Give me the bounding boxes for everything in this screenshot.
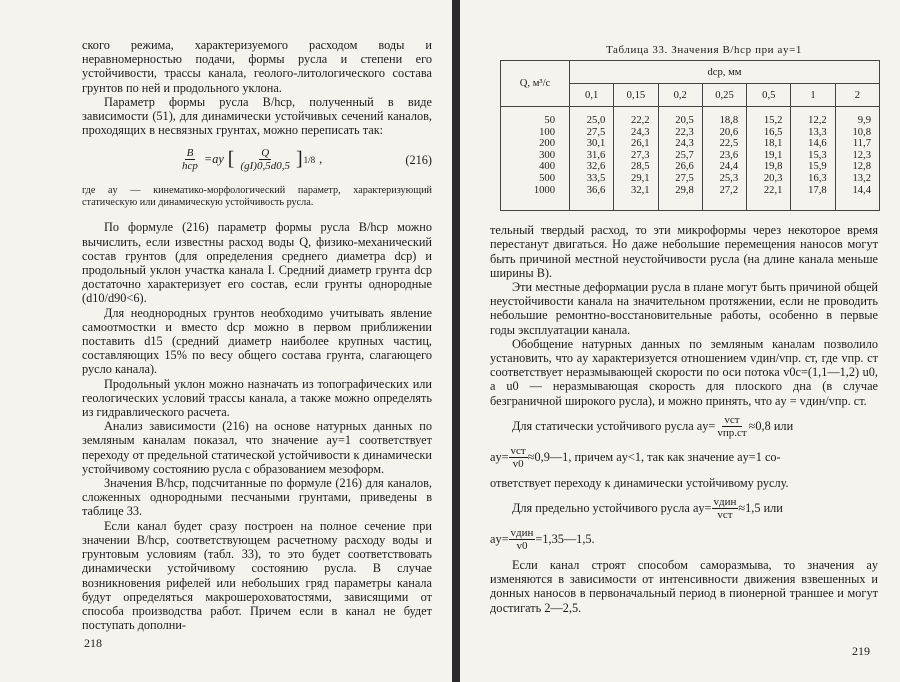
table-cell: 16,5 — [747, 127, 791, 139]
table-column-header: 2 — [835, 84, 879, 107]
paragraph: По формуле (216) параметр формы русла B/hср можно вычислить, если известны расход воды Q, физико-механический состав грунтов (для определения среднего диаметра dср) и продольный уклон участка канала I. Средний диаметр грунта dср достаточно характеризует его состав, если грунты однородные (d10/d90<6). — [82, 220, 432, 306]
table-cell: 24,3 — [614, 127, 658, 139]
table-column-header: 0,2 — [658, 84, 702, 107]
table-cell: 15,2 — [747, 107, 791, 127]
table-row — [501, 150, 880, 162]
table-cell: 19,1 — [747, 150, 791, 162]
table-33 — [500, 60, 880, 211]
table-row — [501, 127, 880, 139]
table-cell: 500 — [501, 173, 570, 185]
table-cell: 1000 — [501, 185, 570, 211]
equation-number: (216) — [405, 153, 432, 168]
table-cell: 25,0 — [570, 107, 614, 127]
table-cell: 18,1 — [747, 138, 791, 150]
table-row — [501, 173, 880, 185]
table-cell: 28,5 — [614, 161, 658, 173]
table-cell: 9,9 — [835, 107, 879, 127]
table-group-header: dср, мм — [570, 61, 880, 84]
paragraph: Обобщение натурных данных по земляным каналам позволило установить, что aу характеризуется отношением vдин/vпр. ст, где vпр. ст соответствует неразмывающей скорости по оси потока v0с=(1,1—1,2) u0, а u0 — неразмывающая скорость для плоского дна (в случае безграничной широкого русла), и можно принять, что aу = vдин/vпр. ст. — [490, 336, 878, 408]
fraction: $\frac{Q}{(gI)0,5d0,5}$ — [240, 147, 290, 173]
table-corner-header: Q, м³/с — [501, 61, 570, 107]
table-cell: 24,4 — [702, 161, 746, 173]
paragraph: Параметр формы русла B/hср, полученный в виде зависимости (51), для динамически устойчивых сечений каналов, проходящих в несвязных грунтах, можно переписать так: — [82, 94, 432, 138]
table-cell: 20,5 — [658, 107, 702, 127]
fraction: $\frac{\text{vдин}}{v0}$ — [510, 527, 534, 552]
table-cell: 13,2 — [835, 173, 879, 185]
table-cell: 31,6 — [570, 150, 614, 162]
fraction: $\frac{\text{vст}}{\text{vпр.ст}}$ — [717, 413, 747, 439]
page-number: 218 — [84, 636, 102, 650]
table-cell: 27,2 — [702, 185, 746, 211]
table-cell: 27,5 — [570, 127, 614, 139]
table-column-header: 0,25 — [702, 84, 746, 107]
table-cell: 12,3 — [835, 150, 879, 162]
table-cell: 30,1 — [570, 138, 614, 150]
book-gutter — [452, 0, 460, 682]
paragraph: ответствует переходу к динамически устойчивому руслу. — [490, 475, 789, 490]
table-cell: 50 — [501, 107, 570, 127]
table-cell: 20,3 — [747, 173, 791, 185]
table-cell: 15,9 — [791, 161, 835, 173]
page-number: 219 — [852, 644, 870, 658]
table-cell: 25,3 — [702, 173, 746, 185]
paragraph: Для неоднородных грунтов необходимо учитывать явление самоотмостки и вместо dср можно в первом приближении поставить d15 (средний диаметр наиболее крупных частиц, составляющих 15% по весу общего состава грунта, слагающего русло канала). — [82, 305, 432, 377]
formula-note: где aу — кинематико-морфологический параметр, характеризующий статическую или динамическую устойчивость русла. — [82, 185, 432, 208]
table-row — [501, 107, 880, 127]
table-cell: 12,2 — [791, 107, 835, 127]
table-cell: 15,3 — [791, 150, 835, 162]
table-cell: 300 — [501, 150, 570, 162]
table-cell: 25,7 — [658, 150, 702, 162]
table-cell: 32,6 — [570, 161, 614, 173]
math-line: Для предельно устойчивого русла aу= $\frac{\text{vдин}}{\text{vст}}$ ≈1,5 или — [512, 496, 783, 521]
table-cell: 24,3 — [658, 138, 702, 150]
table-cell: 23,6 — [702, 150, 746, 162]
table-column-header: 0,1 — [570, 84, 614, 107]
table-cell: 22,3 — [658, 127, 702, 139]
paragraph: ского режима, характеризуемого расходом воды и неравномерностью подачи, формы русла и степени его устойчивости, трассы канала, геолого-литологического состава грунтов по ней и продольного уклона. — [82, 38, 432, 95]
table-cell: 400 — [501, 161, 570, 173]
formula-216: $\frac{B}{\text{hср}}$ =aу [ $\frac{Q}{(gI)0,5d0,5}$ ] 1/8 , (216) — [182, 147, 432, 173]
paragraph: Если канал будет сразу построен на полное сечение при значении B/hср, соответствующем расчетному расходу воды и грунтовым условиям (табл. 33), то это будет соответствовать динамически устойчивому состоянию русла. В случае возникновения рифелей или небольших гряд параметры канала будут определяться макрошероховатостями, зависящими от способа производства работ. Причем если в канал не будет поступать дополни- — [82, 518, 432, 633]
table-column-header: 0,5 — [747, 84, 791, 107]
table-cell: 32,1 — [614, 185, 658, 211]
table-cell: 10,8 — [835, 127, 879, 139]
table-cell: 17,8 — [791, 185, 835, 211]
table-cell: 200 — [501, 138, 570, 150]
table-caption: Таблица 33. Значения B/hср при aу=1 — [605, 44, 803, 56]
table-row — [501, 185, 880, 211]
table-cell: 33,5 — [570, 173, 614, 185]
table-cell: 22,5 — [702, 138, 746, 150]
math-line: aу= $\frac{\text{vст}}{v0}$ ≈0,9—1, причем aу<1, так как значение aу=1 со- — [490, 444, 781, 470]
table-cell: 27,5 — [658, 173, 702, 185]
table-cell: 14,4 — [835, 185, 879, 211]
table-cell: 100 — [501, 127, 570, 139]
table-cell: 26,1 — [614, 138, 658, 150]
table-cell: 12,8 — [835, 161, 879, 173]
paragraph: Если канал строят способом саморазмыва, то значения aу изменяются в зависимости от интенсивности движения взвешенных и донных наносов в первоначальный период в пионерной траншее и могут достигать 2—2,5. — [490, 558, 878, 615]
fraction: $\frac{\text{vст}}{v0}$ — [510, 444, 526, 470]
fraction: $\frac{\text{vдин}}{\text{vст}}$ — [713, 496, 737, 521]
table-cell: 29,8 — [658, 185, 702, 211]
table-cell: 27,3 — [614, 150, 658, 162]
table-column-header: 0,15 — [614, 84, 658, 107]
right-page — [460, 0, 900, 682]
paragraph: Значения B/hср, подсчитанные по формуле (216) для каналов, сложенных однородными песчаными грунтами, приведены в таблице 33. — [82, 476, 432, 519]
table-cell: 18,8 — [702, 107, 746, 127]
paragraph: Эти местные деформации русла в плане могут быть причиной общей неустойчивости канала на значительном протяжении, если не проводить небольшие ремонтно-восстановительные работы, особенно в первые годы эксплуатации канала. — [490, 279, 878, 337]
table-cell: 11,7 — [835, 138, 879, 150]
math-line: aу= $\frac{\text{vдин}}{v0}$ =1,35—1,5. — [490, 527, 595, 552]
table-cell: 20,6 — [702, 127, 746, 139]
table-row — [501, 161, 880, 173]
table-cell: 26,6 — [658, 161, 702, 173]
paragraph: Продольный уклон можно назначать из топографических или геологических условий трассы канала, а также можно определять из гидравлического расчета. — [82, 376, 432, 420]
math-line: Для статически устойчивого русла aу= $\frac{\text{vст}}{\text{vпр.ст}}$ ≈0,8 или — [512, 413, 794, 439]
table-cell: 22,2 — [614, 107, 658, 127]
table-cell: 13,3 — [791, 127, 835, 139]
table-cell: 14,6 — [791, 138, 835, 150]
fraction: $\frac{B}{\text{hср}}$ — [182, 147, 198, 173]
table-cell: 16,3 — [791, 173, 835, 185]
paragraph: тельный твердый расход, то эти микроформы через некоторое время перестанут двигаться. Но даже небольшие перемещения наносов могут быть причиной местной неустойчивости русла (на длине канала меньше ширины B). — [490, 223, 878, 280]
table-cell: 29,1 — [614, 173, 658, 185]
paragraph: Анализ зависимости (216) на основе натурных данных по земляным каналам показал, что значение aу=1 соответствует переходу от предельной статической устойчивости к динамически устойчивому состоянию русла с образованием мезоформ. — [82, 419, 432, 476]
table-column-header: 1 — [791, 84, 835, 107]
table-cell: 36,6 — [570, 185, 614, 211]
table-cell: 19,8 — [747, 161, 791, 173]
table-row — [501, 138, 880, 150]
table-cell: 22,1 — [747, 185, 791, 211]
